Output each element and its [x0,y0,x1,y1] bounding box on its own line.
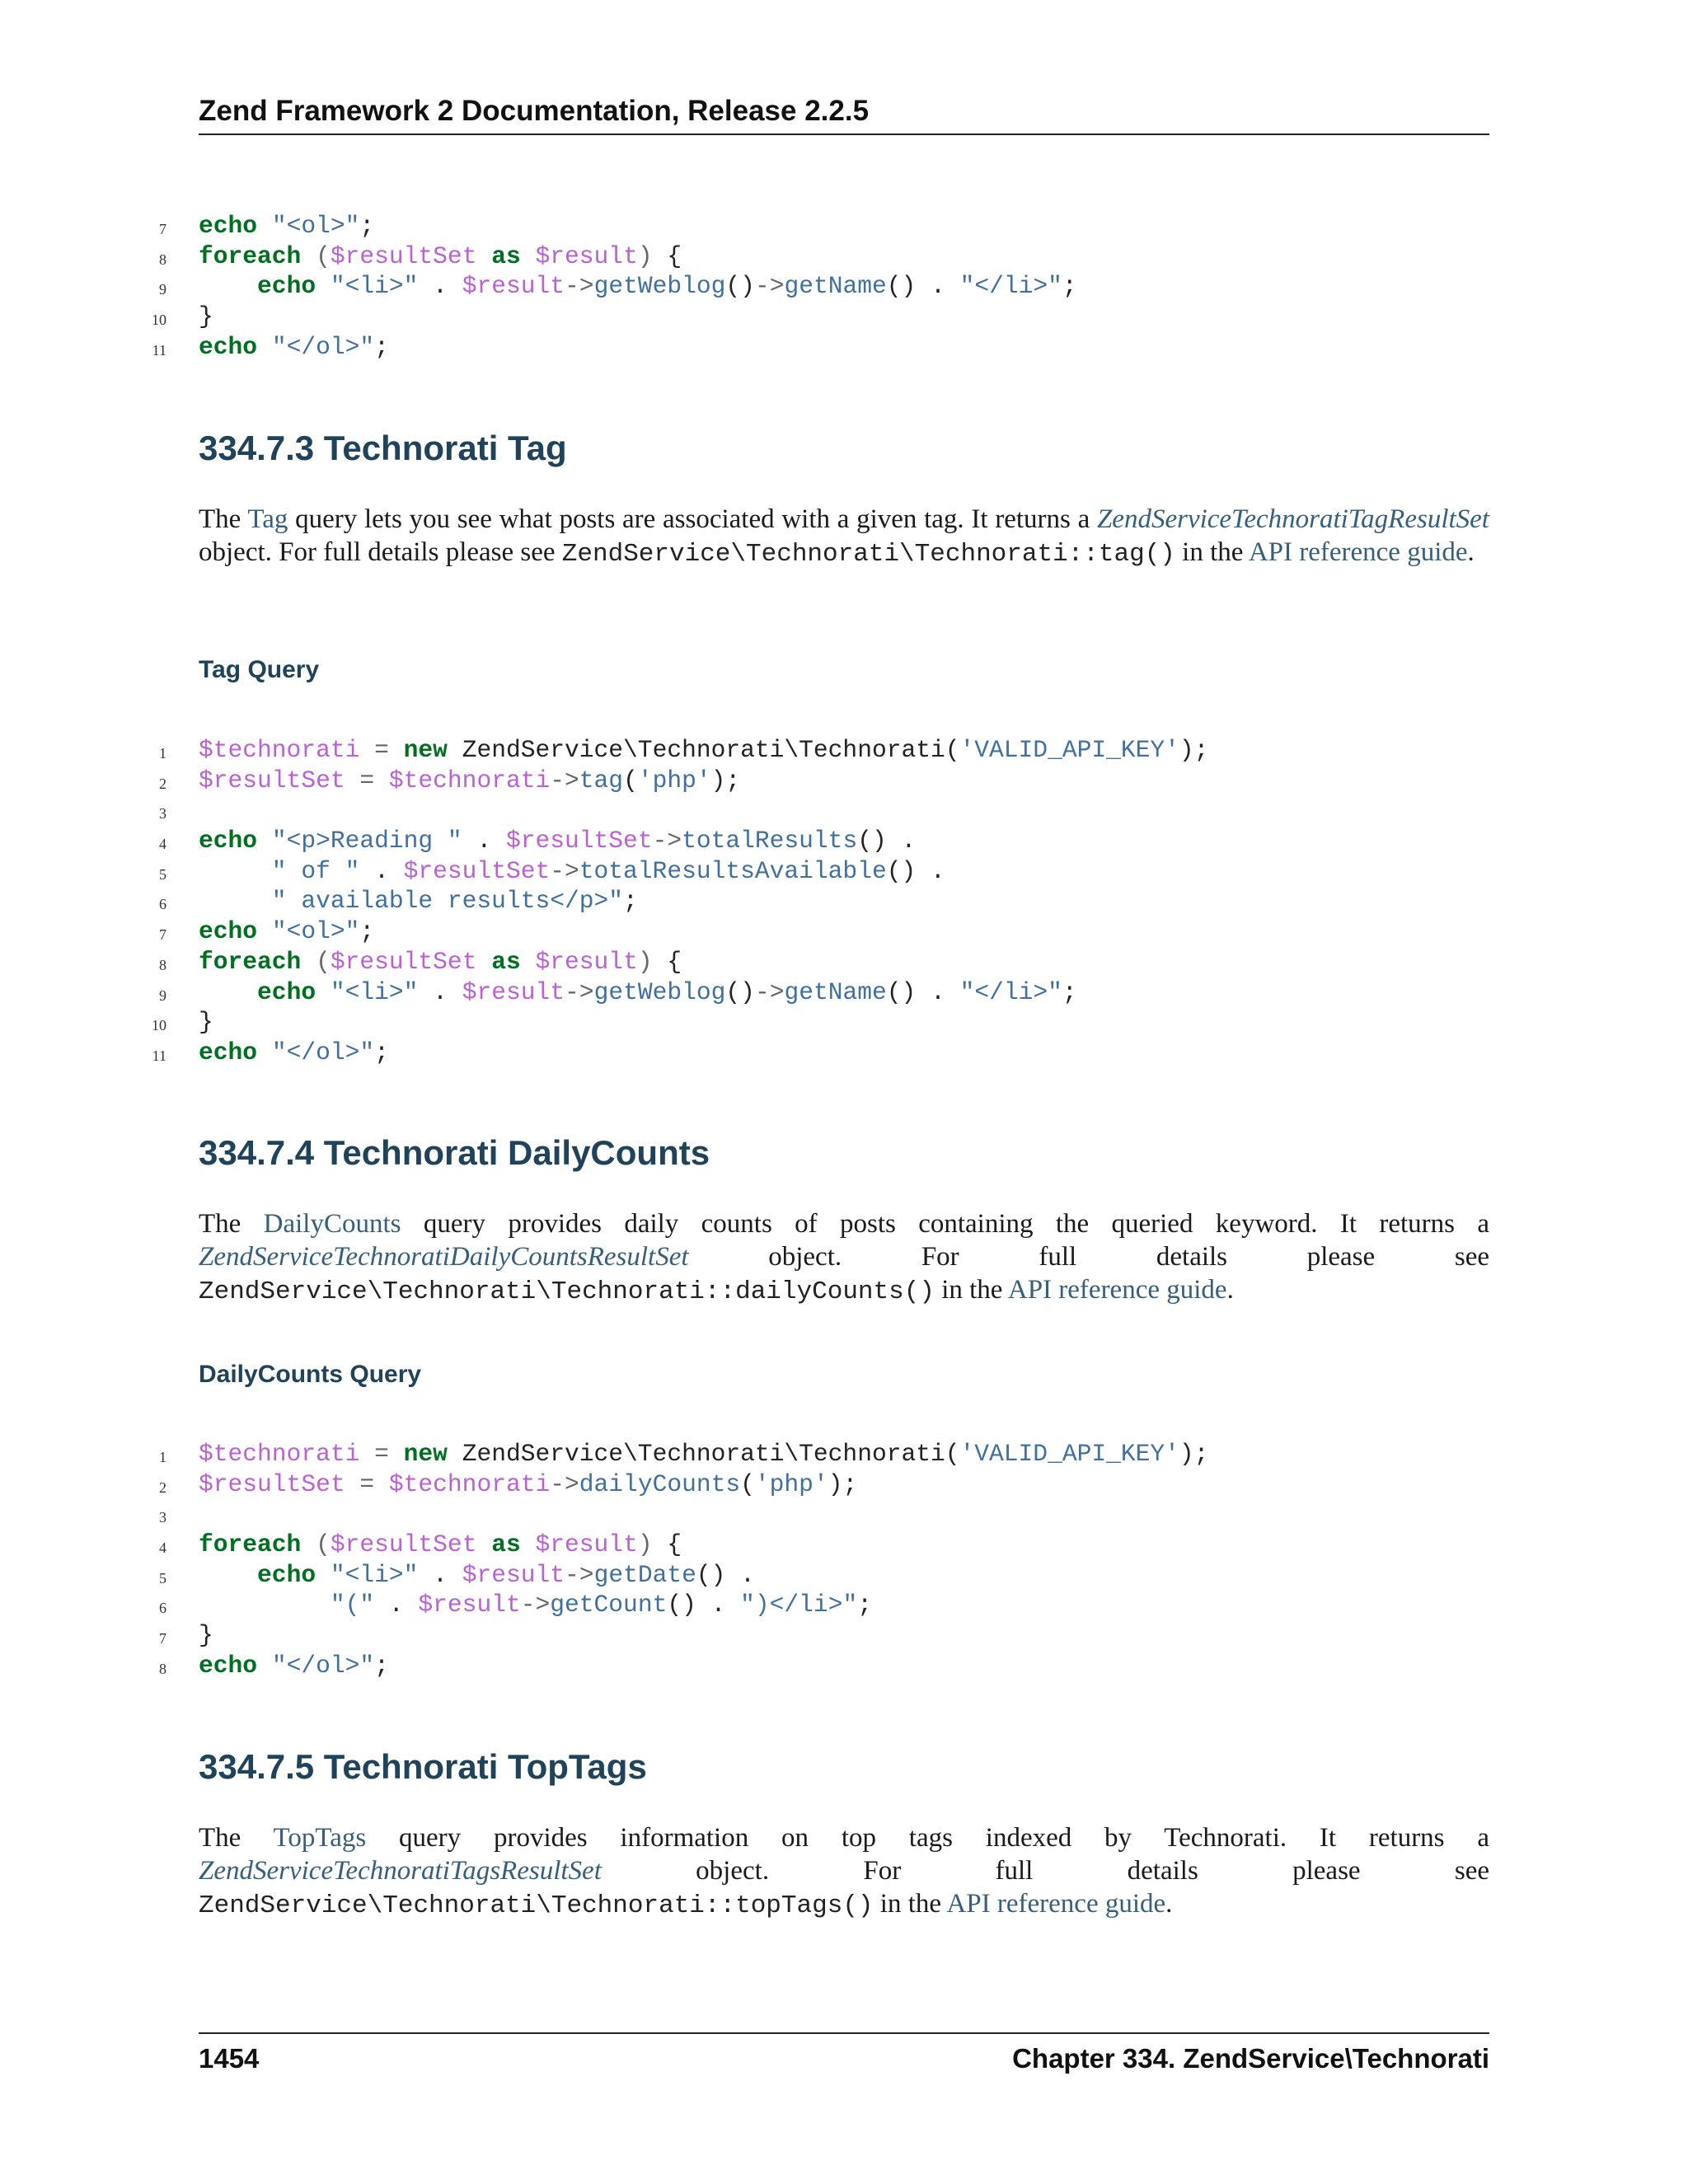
line-number: 4 [159,1540,166,1557]
line-number: 5 [159,1569,166,1586]
line-number: 8 [159,956,166,973]
code-text: $technorati = new ZendService\Technorati\Technorati('VALID_API_KEY'); [199,736,1209,764]
line-number: 1 [159,745,166,762]
code-line [0,886,1688,916]
section-heading-technorati-tag: 334.7.3 Technorati Tag [199,429,567,467]
code-line [0,735,1688,766]
code-line [0,916,1688,947]
line-number: 9 [159,281,166,298]
code-line [0,1620,1688,1651]
code-text: foreach ($resultSet as $result) { [199,1530,682,1559]
code-line [0,1560,1688,1591]
line-number: 6 [159,1600,166,1617]
dailycounts-description: The DailyCounts query provides daily counts of posts containing the queried keyword. It returns a ZendServiceTechnoratiDailyCountsResultSet object. For full details please see ZendService\Technorati\Technorati::dailyCounts() in the API reference guide. [199,1209,1489,1306]
line-number: 3 [159,1509,166,1526]
line-number: 4 [159,836,166,853]
code-line [0,211,1688,241]
section-heading-technorati-dailycounts: 334.7.4 Technorati DailyCounts [199,1133,710,1172]
page-number: 1454 [199,2043,260,2074]
section-heading-technorati-toptags: 334.7.5 Technorati TopTags [199,1747,647,1786]
toptags-description: The TopTags query provides information on top tags indexed by Technorati. It returns a ZendServiceTechnoratiTagsResultSet object. For full details please see ZendService\Technorati\Technorati::topTags() in the API reference guide. [199,1823,1489,1920]
code-text: } [199,1008,213,1037]
line-number: 8 [159,251,166,268]
code-text: $technorati = new ZendService\Technorati\Technorati('VALID_API_KEY'); [199,1440,1209,1468]
code-text: echo "</ol>"; [199,1038,389,1066]
code-line [0,1439,1688,1469]
code-line [0,241,1688,272]
code-text: echo "<li>" . $result->getDate() . [257,1560,755,1589]
code-line [0,1469,1688,1500]
line-number: 10 [152,312,166,329]
code-line [0,856,1688,887]
code-text: echo "<li>" . $result->getWeblog()->getName() . "</li>"; [257,977,1077,1006]
line-number: 10 [152,1017,166,1034]
line-number: 3 [159,805,166,823]
code-text: } [199,302,213,331]
code-text: echo "<ol>"; [199,212,375,240]
code-line [0,766,1688,796]
code-line [0,1499,1688,1530]
code-text: $resultSet = $technorati->tag('php'); [199,766,741,794]
code-text: echo "<li>" . $result->getWeblog()->getName() . "</li>"; [257,272,1077,301]
code-line [0,947,1688,977]
code-block-dailycounts-query [0,1439,1688,1681]
code-line [0,271,1688,302]
subheading-tag-query: Tag Query [199,656,320,683]
code-text: " available results</p>"; [271,887,638,916]
code-text: echo "<ol>"; [199,917,375,946]
code-line [0,1651,1688,1681]
line-number: 7 [159,1630,166,1647]
code-text: echo "</ol>"; [199,1651,389,1680]
code-line [0,302,1688,332]
code-text: $resultSet = $technorati->dailyCounts('php'); [199,1469,858,1498]
page-footer [199,2032,1489,2077]
line-number: 7 [159,221,166,237]
code-line [0,1007,1688,1038]
code-line [0,1530,1688,1560]
code-text: "(" . $result->getCount() . ")</li>"; [330,1591,872,1619]
line-number: 9 [159,987,166,1004]
code-text: } [199,1621,213,1650]
line-number: 5 [159,865,166,883]
code-line [0,977,1688,1008]
code-line [0,1038,1688,1068]
tag-description: The Tag query lets you see what posts are associated with a given tag. It returns a ZendServiceTechnoratiTagResultSet object. For full details please see ZendService\Technorati\Technorati::tag() in the API reference guide. [199,504,1489,569]
line-number: 7 [159,926,166,944]
code-text: echo "</ol>"; [199,332,389,361]
code-block-tag-query [0,735,1688,1068]
code-line [0,795,1688,826]
line-number: 6 [159,896,166,913]
code-text: " of " . $resultSet->totalResultsAvailable() . [271,856,945,885]
code-block-foreach-tail [0,211,1688,362]
running-header: Zend Framework 2 Documentation, Release 2.2.5 [199,92,1489,135]
code-text: echo "<p>Reading " . $resultSet->totalResults() . [199,827,917,855]
code-line [0,826,1688,856]
line-number: 11 [152,341,166,359]
code-line [0,332,1688,363]
code-text: foreach ($resultSet as $result) { [199,947,682,976]
line-number: 2 [159,1479,166,1496]
subheading-dailycounts-query: DailyCounts Query [199,1361,422,1388]
line-number: 1 [159,1449,166,1465]
line-number: 2 [159,775,166,792]
code-line [0,1590,1688,1620]
line-number: 8 [159,1660,166,1677]
line-number: 11 [152,1047,166,1064]
code-text: foreach ($resultSet as $result) { [199,241,682,270]
chapter-title: Chapter 334. ZendService\Technorati [1012,2043,1489,2074]
